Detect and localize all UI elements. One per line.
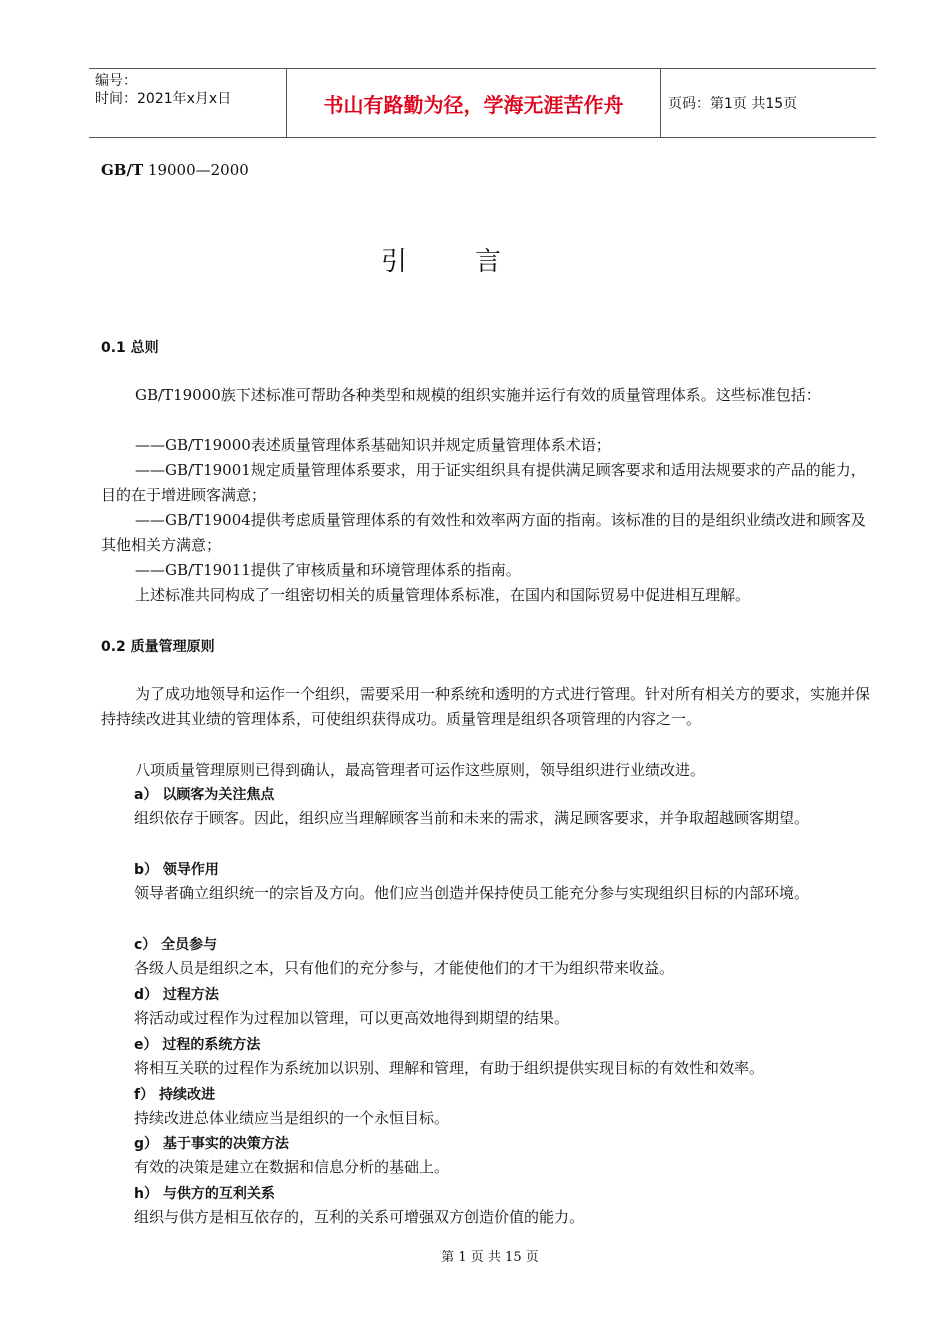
principle-label: f） 持续改进 [134,1087,215,1103]
principle-text: 持续改进总体业绩应当是组织的一个永恒目标。 [134,1109,450,1127]
section2-intro2: 八项质量管理原则已得到确认，最高管理者可运作这些原则，领导组织进行业绩改进。 [135,761,706,779]
section1-item-19000: ——GB/T19000表述质量管理体系基础知识并规定质量管理体系术语； [135,436,611,454]
principle-text: 组织依存于顾客。因此，组织应当理解顾客当前和未来的需求，满足顾客要求，并争取超越顾客期望。 [134,809,810,827]
principle-label: g） 基于事实的决策方法 [134,1136,289,1152]
standard-prefix: GB/T [101,161,144,179]
header-meta-cell [89,69,287,137]
section2-intro: 为了成功地领导和运作一个组织，需要采用一种系统和透明的方式进行管理。针对所有相关方的要求，实施并保持持续改进其业绩的管理体系，可使组织获得成功。质量管理是组织各项管理的内容之一。 [101,685,871,728]
section1-para-intro: GB/T19000族下述标准可帮助各种类型和规模的组织实施并运行有效的质量管理体系。这些标准包括： [135,386,821,404]
principle-text: 将活动或过程作为过程加以管理，可以更高效地得到期望的结果。 [134,1009,570,1027]
principle-label: e） 过程的系统方法 [134,1037,261,1053]
time-label: 时间：2021年x月x日 [95,91,232,107]
page-header [89,68,876,138]
principle-text: 组织与供方是相互依存的，互利的关系可增强双方创造价值的能力。 [134,1208,585,1226]
principle-text: 领导者确立组织统一的宗旨及方向。他们应当创造并保持使员工能充分参与实现组织目标的内部环境。 [134,884,810,902]
principle-text: 有效的决策是建立在数据和信息分析的基础上。 [134,1158,450,1176]
section1-item-19001: ——GB/T19001规定质量管理体系要求，用于证实组织具有提供满足顾客要求和适用法规要求的产品的能力，目的在于增进顾客满意； [101,461,866,504]
principle-text: 各级人员是组织之本，只有他们的充分参与，才能使他们的才干为组织带来收益。 [134,959,675,977]
principle-label: b） 领导作用 [134,862,219,878]
header-motto: 书山有路勤为径，学海无涯苦作舟 [287,69,661,137]
section1-item-19011: ——GB/T19011提供了审核质量和环境管理体系的指南。 [135,561,521,579]
standard-code: 19000—2000 [143,161,249,179]
document-title: 引言 [380,247,569,277]
principle-label: c） 全员参与 [134,937,218,953]
principle-label: a） 以顾客为关注焦点 [134,787,275,803]
section1-summary: 上述标准共同构成了一组密切相关的质量管理体系标准，在国内和国际贸易中促进相互理解。 [135,586,751,604]
principle-text: 将相互关联的过程作为系统加以识别、理解和管理，有助于组织提供实现目标的有效性和效率。 [134,1059,765,1077]
standard-number [101,161,249,179]
section-heading-principles: 0.2 质量管理原则 [101,639,215,655]
section-heading-general: 0.1 总则 [101,340,159,356]
principle-label: d） 过程方法 [134,987,219,1003]
header-page-label: 页码：第1页 共15页 [668,96,798,112]
page-footer: 第 1 页 共 15 页 [441,1250,539,1265]
principle-label: h） 与供方的互利关系 [134,1186,275,1202]
number-label: 编号： [95,73,137,89]
section1-item-19004: ——GB/T19004提供考虑质量管理体系的有效性和效率两方面的指南。该标准的目的是组织业绩改进和顾客及其他相关方满意； [101,511,866,554]
